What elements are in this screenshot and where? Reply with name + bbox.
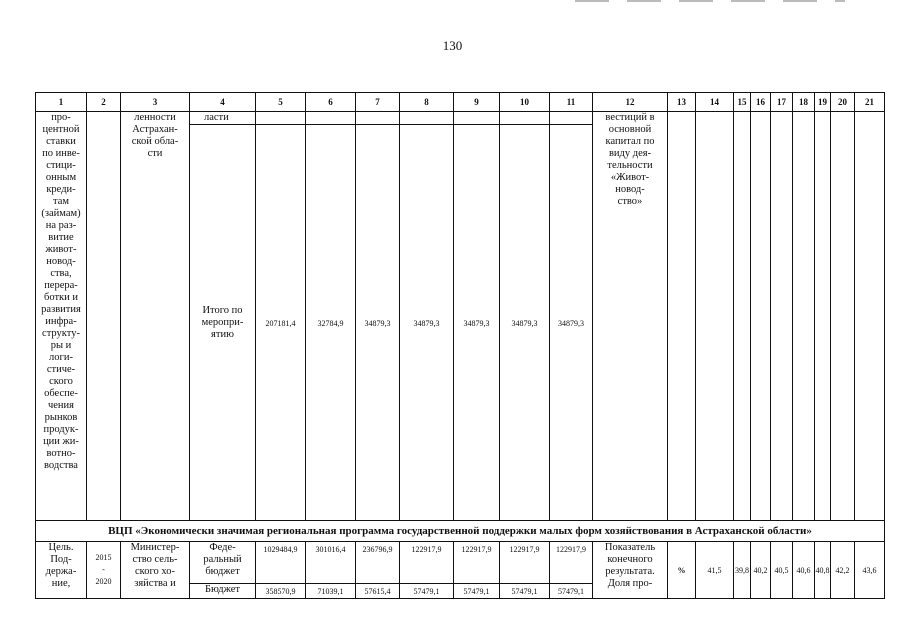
indicator-value: 41,5 <box>696 542 734 599</box>
value-cell: 122917,9 <box>500 542 550 584</box>
value-cell: 34879,3 <box>356 125 400 521</box>
table-row <box>36 112 885 125</box>
funding-source-federal: Феде- ральный бюджет <box>190 542 256 584</box>
value-cell: 34879,3 <box>454 125 500 521</box>
value-cell: 236796,9 <box>356 542 400 584</box>
value-cell: 57479,1 <box>454 583 500 598</box>
value-cell: 122917,9 <box>400 542 454 584</box>
indicator-description: вестиций в основной капитал по виду дея- тельности «Живот- новод- ство» <box>593 112 668 521</box>
column-number-header: 21 <box>855 93 885 112</box>
period-cell <box>87 112 121 521</box>
column-number-header: 16 <box>751 93 771 112</box>
value-cell: 301016,4 <box>306 542 356 584</box>
value-cell: 358570,9 <box>256 583 306 598</box>
value-cell: 122917,9 <box>454 542 500 584</box>
period-cell: 2015 - 2020 <box>87 542 121 599</box>
value-cell: 57479,1 <box>400 583 454 598</box>
column-number-row <box>36 93 885 112</box>
column-number-header: 8 <box>400 93 454 112</box>
value-cell: 34879,3 <box>500 125 550 521</box>
value-cell: 34879,3 <box>400 125 454 521</box>
column-number-header: 9 <box>454 93 500 112</box>
indicator-value: 40,8 <box>815 542 831 599</box>
column-number-header: 19 <box>815 93 831 112</box>
column-number-header: 1 <box>36 93 87 112</box>
unit-cell: % <box>668 542 696 599</box>
measure-description: про- центной ставки по инве- стици- онным креди- там (займам) на раз- витие живот- новод- ства, перера- ботки и развития инфра- структу- ры и логи- стиче- ского обеспе- чения рынков продук- ции жи- вотно- водства <box>36 112 87 521</box>
indicator-value: 40,5 <box>771 542 793 599</box>
value-cell: 122917,9 <box>550 542 593 584</box>
table-row <box>36 542 885 584</box>
indicator-value: 39,8 <box>734 542 751 599</box>
program-banner-row <box>36 521 885 542</box>
indicator-description: Показатель конечного результата. Доля про- <box>593 542 668 599</box>
value-cell: 57479,1 <box>550 583 593 598</box>
funding-source-top: ласти <box>190 112 256 125</box>
column-number-header: 20 <box>831 93 855 112</box>
indicator-value: 40,2 <box>751 542 771 599</box>
value-cell: 32784,9 <box>306 125 356 521</box>
value-cell: 1029484,9 <box>256 542 306 584</box>
column-number-header: 4 <box>190 93 256 112</box>
indicator-value: 43,6 <box>855 542 885 599</box>
column-number-header: 6 <box>306 93 356 112</box>
column-number-header: 5 <box>256 93 306 112</box>
column-number-header: 12 <box>593 93 668 112</box>
column-number-header: 11 <box>550 93 593 112</box>
value-cell: 57615,4 <box>356 583 400 598</box>
executor-cell: Министер- ство сель- ского хо- зяйства и <box>121 542 190 599</box>
goal-cell: Цель. Под- держа- ние, <box>36 542 87 599</box>
value-cell: 34879,3 <box>550 125 593 521</box>
value-cell: 71039,1 <box>306 583 356 598</box>
column-number-header: 13 <box>668 93 696 112</box>
column-number-header: 7 <box>356 93 400 112</box>
page-number: 130 <box>442 38 463 53</box>
column-number-header: 15 <box>734 93 751 112</box>
program-banner: ВЦП «Экономически значимая региональная программа государственной поддержки малых форм хозяйствования в Астраханской области» <box>36 521 885 542</box>
value-cell: 57479,1 <box>500 583 550 598</box>
funding-source-total: Итого по меропри- ятию <box>190 125 256 521</box>
column-number-header: 14 <box>696 93 734 112</box>
executor-cell: ленности Астрахан- ской обла- сти <box>121 112 190 521</box>
scan-artifact <box>575 0 845 2</box>
column-number-header: 17 <box>771 93 793 112</box>
column-number-header: 2 <box>87 93 121 112</box>
column-number-header: 18 <box>793 93 815 112</box>
column-number-header: 10 <box>500 93 550 112</box>
indicator-value: 40,6 <box>793 542 815 599</box>
funding-source-budget: Бюджет <box>190 583 256 598</box>
program-table <box>35 92 885 599</box>
column-number-header: 3 <box>121 93 190 112</box>
value-cell: 207181,4 <box>256 125 306 521</box>
indicator-value: 42,2 <box>831 542 855 599</box>
